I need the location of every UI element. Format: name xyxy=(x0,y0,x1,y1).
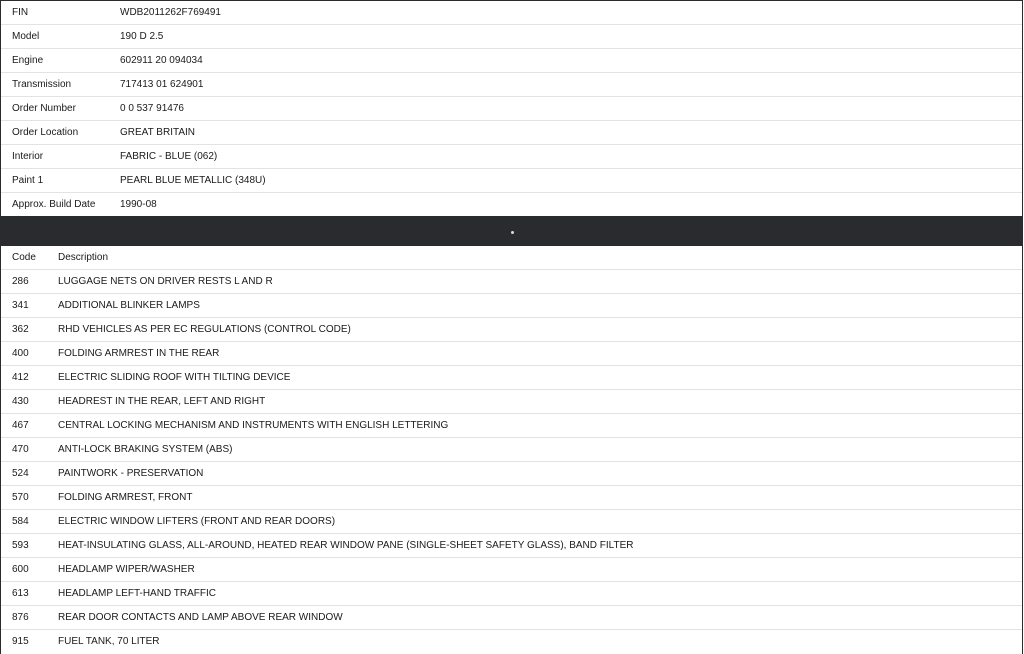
info-value: PEARL BLUE METALLIC (348U) xyxy=(120,175,266,186)
option-description: HEADLAMP WIPER/WASHER xyxy=(58,564,195,575)
info-value: 1990-08 xyxy=(120,199,157,210)
table-row xyxy=(1,630,1022,653)
table-row xyxy=(1,534,1022,558)
info-row-order-number xyxy=(1,97,1022,121)
info-row-paint xyxy=(1,169,1022,193)
divider-dot-icon xyxy=(511,231,514,234)
info-label: Approx. Build Date xyxy=(12,199,96,210)
section-divider xyxy=(1,216,1022,246)
option-description: RHD VEHICLES AS PER EC REGULATIONS (CONTROL CODE) xyxy=(58,324,351,335)
option-code: 584 xyxy=(12,516,29,527)
option-description: CENTRAL LOCKING MECHANISM AND INSTRUMENTS WITH ENGLISH LETTERING xyxy=(58,420,449,431)
option-code: 593 xyxy=(12,540,29,551)
table-row xyxy=(1,318,1022,342)
table-row xyxy=(1,606,1022,630)
table-row xyxy=(1,270,1022,294)
option-description: ANTI-LOCK BRAKING SYSTEM (ABS) xyxy=(58,444,233,455)
option-description: HEADREST IN THE REAR, LEFT AND RIGHT xyxy=(58,396,266,407)
option-code: 915 xyxy=(12,636,29,647)
info-value: 602911 20 094034 xyxy=(120,55,203,66)
info-label: Order Number xyxy=(12,103,76,114)
option-description: LUGGAGE NETS ON DRIVER RESTS L AND R xyxy=(58,276,273,287)
option-code: 467 xyxy=(12,420,29,431)
table-row xyxy=(1,558,1022,582)
option-description: FOLDING ARMREST, FRONT xyxy=(58,492,193,503)
table-row xyxy=(1,414,1022,438)
option-code: 613 xyxy=(12,588,29,599)
table-row xyxy=(1,390,1022,414)
option-description: FOLDING ARMREST IN THE REAR xyxy=(58,348,220,359)
info-row-engine xyxy=(1,49,1022,73)
info-value: WDB2011262F769491 xyxy=(120,7,221,18)
option-code: 400 xyxy=(12,348,29,359)
option-description: HEAT-INSULATING GLASS, ALL-AROUND, HEATED REAR WINDOW PANE (SINGLE-SHEET SAFETY GLASS), BAND FILTER xyxy=(58,540,634,551)
info-label: Paint 1 xyxy=(12,175,44,186)
table-row xyxy=(1,366,1022,390)
info-value: GREAT BRITAIN xyxy=(120,127,196,138)
column-header-code: Code xyxy=(12,252,36,263)
table-row xyxy=(1,342,1022,366)
info-row-model xyxy=(1,25,1022,49)
option-code: 430 xyxy=(12,396,29,407)
info-value: 190 D 2.5 xyxy=(120,31,164,42)
table-row xyxy=(1,486,1022,510)
option-description: ELECTRIC WINDOW LIFTERS (FRONT AND REAR DOORS) xyxy=(58,516,336,527)
option-code: 286 xyxy=(12,276,29,287)
info-value: 0 0 537 91476 xyxy=(120,103,184,114)
option-code: 412 xyxy=(12,372,29,383)
option-code: 570 xyxy=(12,492,29,503)
option-description: FUEL TANK, 70 LITER xyxy=(58,636,160,647)
table-row xyxy=(1,438,1022,462)
info-value: FABRIC - BLUE (062) xyxy=(120,151,218,162)
option-code: 470 xyxy=(12,444,29,455)
info-label: Engine xyxy=(12,55,44,66)
info-label: Transmission xyxy=(12,79,72,90)
info-label: Order Location xyxy=(12,127,79,138)
option-code: 362 xyxy=(12,324,29,335)
option-code: 341 xyxy=(12,300,29,311)
column-header-description: Description xyxy=(58,252,109,263)
option-description: ADDITIONAL BLINKER LAMPS xyxy=(58,300,200,311)
table-row xyxy=(1,294,1022,318)
info-value: 717413 01 624901 xyxy=(120,79,204,90)
info-label: Model xyxy=(12,31,40,42)
info-row-interior xyxy=(1,145,1022,169)
info-label: FIN xyxy=(12,7,29,18)
options-table xyxy=(1,246,1022,653)
info-row-fin xyxy=(1,1,1022,25)
option-code: 600 xyxy=(12,564,29,575)
table-row xyxy=(1,510,1022,534)
option-code: 876 xyxy=(12,612,29,623)
info-row-order-location xyxy=(1,121,1022,145)
table-row xyxy=(1,582,1022,606)
table-row xyxy=(1,462,1022,486)
option-description: ELECTRIC SLIDING ROOF WITH TILTING DEVICE xyxy=(58,372,291,383)
option-code: 524 xyxy=(12,468,29,479)
option-description: HEADLAMP LEFT-HAND TRAFFIC xyxy=(58,588,216,599)
info-row-build-date xyxy=(1,193,1022,216)
info-label: Interior xyxy=(12,151,44,162)
vehicle-info-table xyxy=(1,0,1022,216)
options-header-row xyxy=(1,246,1022,270)
option-description: REAR DOOR CONTACTS AND LAMP ABOVE REAR WINDOW xyxy=(58,612,343,623)
option-description: PAINTWORK - PRESERVATION xyxy=(58,468,204,479)
info-row-transmission xyxy=(1,73,1022,97)
